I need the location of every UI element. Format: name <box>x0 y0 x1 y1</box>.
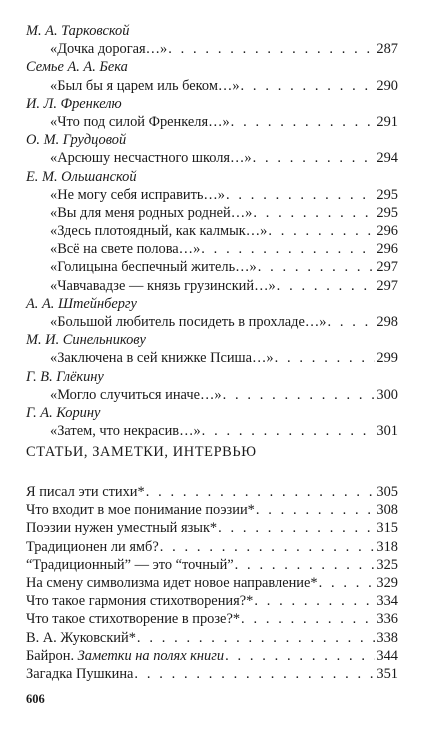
entry-page: 295 <box>376 204 398 221</box>
entry-page: 336 <box>376 611 398 628</box>
page-number: 606 <box>26 692 45 706</box>
dot-leader <box>202 422 376 440</box>
entry-page: 287 <box>376 41 398 58</box>
toc-entry <box>26 483 398 501</box>
toc-entry <box>26 277 398 295</box>
toc-entry <box>26 40 398 58</box>
toc-entry <box>26 574 398 592</box>
toc-entry <box>26 592 398 610</box>
entry-title: Поэзии нужен уместный язык* <box>26 520 218 537</box>
entry-title: «Арсюшу несчастного школя…» <box>50 150 252 167</box>
toc-entry <box>26 386 398 404</box>
toc-entry <box>26 629 398 647</box>
entry-title: «Могло случиться иначе…» <box>50 386 222 403</box>
entry-page: 334 <box>376 593 398 610</box>
toc-addressee: О. М. Грудцовой <box>26 132 127 149</box>
entry-page: 301 <box>376 423 398 440</box>
toc-entry <box>26 422 398 440</box>
entry-page: 318 <box>376 538 398 555</box>
dot-leader <box>137 629 375 647</box>
toc-entry <box>26 647 398 665</box>
entry-page: 291 <box>376 113 398 130</box>
toc-addressee: А. А. Штейнбергу <box>26 295 137 312</box>
entry-title-italic: Заметки на полях книги <box>77 647 225 664</box>
dot-leader <box>277 277 376 295</box>
entry-page: 315 <box>376 520 398 537</box>
entry-title <box>26 647 224 665</box>
dot-leader <box>201 240 375 258</box>
entry-page: 299 <box>376 350 398 367</box>
entry-title: «Всё на свете полова…» <box>50 241 201 258</box>
toc-addressee: И. Л. Френкелю <box>26 95 122 112</box>
toc-addressee: Г. А. Корину <box>26 404 101 421</box>
entry-title-plain: Байрон. <box>26 647 78 664</box>
dot-leader <box>268 222 375 240</box>
dot-leader <box>146 483 376 501</box>
entry-page: 296 <box>376 223 398 240</box>
entry-title: «Дочка дорогая…» <box>50 41 168 58</box>
entry-title: «Чавчавадзе — князь грузинский…» <box>50 277 276 294</box>
dot-leader <box>134 665 375 683</box>
toc-entry <box>26 222 398 240</box>
entry-page: 351 <box>376 665 398 682</box>
dot-leader <box>254 592 375 610</box>
dot-leader <box>241 77 376 95</box>
toc-entry <box>26 204 398 222</box>
dot-leader <box>253 204 375 222</box>
dot-leader <box>160 538 376 556</box>
toc-entry <box>26 240 398 258</box>
dot-leader <box>218 519 375 537</box>
entry-page: 308 <box>376 502 398 519</box>
toc-entry <box>26 258 398 276</box>
dot-leader <box>223 386 376 404</box>
section-heading: СТАТЬИ, ЗАМЕТКИ, ИНТЕРВЬЮ <box>26 444 257 460</box>
entry-title: На смену символизма идет новое направление* <box>26 574 318 591</box>
entry-page: 298 <box>376 314 398 330</box>
toc-addressee: М. И. Синельникову <box>26 332 146 349</box>
dot-leader <box>319 574 376 592</box>
toc-dedications <box>26 22 398 440</box>
entry-page: 344 <box>376 647 398 664</box>
entry-title: Загадка Пушкина <box>26 665 134 682</box>
entry-title: В. А. Жуковский* <box>26 629 136 646</box>
entry-page: 290 <box>376 77 398 94</box>
entry-title: Я писал эти стихи* <box>26 484 145 500</box>
toc-entry <box>26 665 398 683</box>
dot-leader <box>258 258 376 276</box>
toc-entry <box>26 149 398 167</box>
toc-addressee: М. А. Тарковской <box>26 23 130 39</box>
toc-entry <box>26 186 398 204</box>
entry-title: «Большой любитель посидеть в прохладе…» <box>50 314 327 330</box>
dot-leader <box>241 610 375 628</box>
entry-page: 329 <box>376 574 398 591</box>
entry-page: 296 <box>376 241 398 258</box>
entry-page: 325 <box>376 556 398 573</box>
toc-addressee: Е. М. Ольшанской <box>26 168 137 185</box>
dot-leader <box>226 186 375 204</box>
entry-title: «Вы для меня родных родней…» <box>50 204 253 221</box>
entry-title: «Голицына беспечный житель…» <box>50 259 257 276</box>
entry-title: Традиционен ли ямб? <box>26 538 159 555</box>
dot-leader <box>256 501 376 519</box>
entry-page: 300 <box>376 386 398 403</box>
entry-title: «Что под силой Френкеля…» <box>50 113 230 130</box>
entry-title: Что входит в мое понимание поэзии* <box>26 502 255 519</box>
entry-page: 297 <box>376 277 398 294</box>
entry-title: Что такое гармония стихотворения?* <box>26 593 254 610</box>
toc-entry <box>26 610 398 628</box>
toc-entry <box>26 349 398 367</box>
entry-page: 295 <box>376 186 398 203</box>
toc-entry <box>26 519 398 537</box>
entry-page: 338 <box>376 629 398 646</box>
dot-leader <box>168 40 375 58</box>
toc-entry <box>26 501 398 519</box>
entry-title: “Традиционный” — это “точный” <box>26 556 234 573</box>
toc-entry <box>26 77 398 95</box>
toc-articles <box>26 483 398 683</box>
toc-entry <box>26 556 398 574</box>
entry-page: 294 <box>376 150 398 167</box>
entry-page: 297 <box>376 259 398 276</box>
toc-addressee: Г. В. Глёкину <box>26 368 104 385</box>
entry-title: Что такое стихотворение в прозе?* <box>26 611 241 628</box>
entry-title: «Здесь плотоядный, как калмык…» <box>50 223 268 240</box>
toc-entry <box>26 113 398 131</box>
entry-page: 305 <box>376 484 398 500</box>
dot-leader <box>235 556 376 574</box>
entry-title: «Не могу себя исправить…» <box>50 186 226 203</box>
dot-leader <box>327 313 375 331</box>
entry-title: «Был бы я царем иль беком…» <box>50 77 240 94</box>
dot-leader <box>253 149 376 167</box>
dot-leader <box>231 113 376 131</box>
toc-entry <box>26 538 398 556</box>
dot-leader <box>275 349 376 367</box>
entry-title: «Заключена в сей книжке Псиша…» <box>50 350 274 367</box>
dot-leader <box>225 647 375 665</box>
toc-entry <box>26 313 398 331</box>
entry-title: «Затем, что некрасив…» <box>50 423 201 440</box>
toc-addressee: Семье А. А. Бека <box>26 59 128 76</box>
